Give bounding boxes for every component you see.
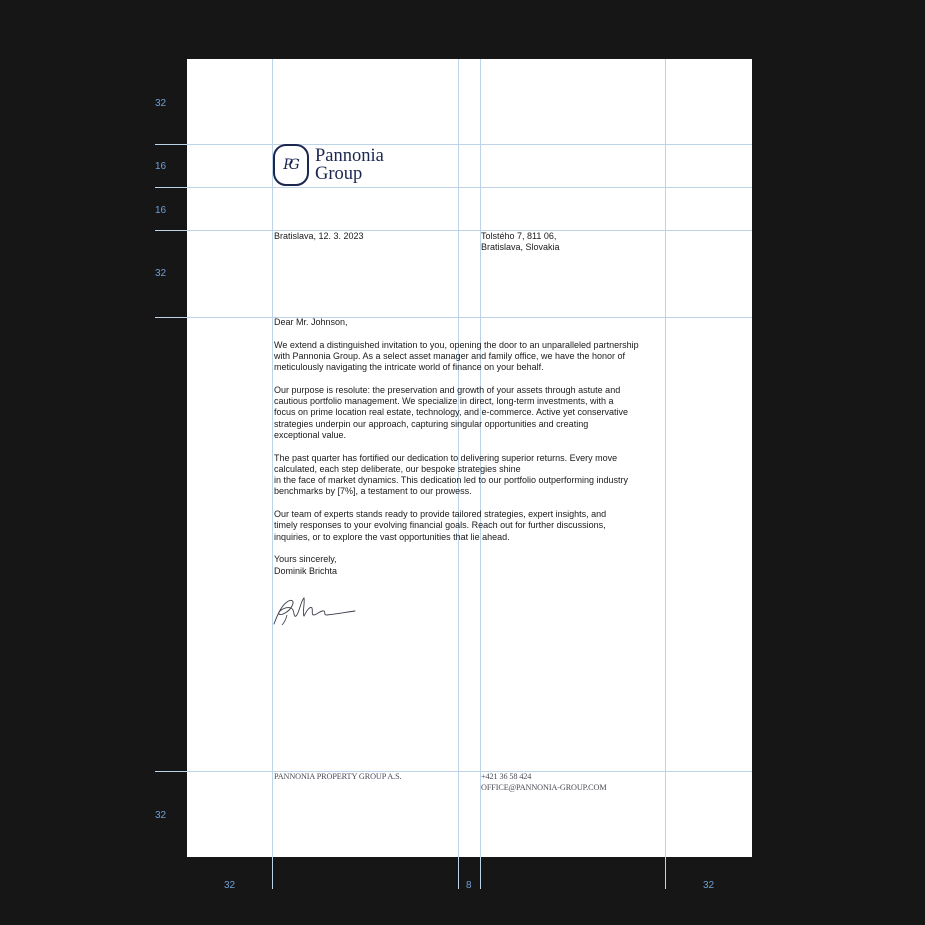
sender-address <box>481 231 560 254</box>
brand-name <box>315 147 384 183</box>
paragraph-line: We extend a distinguished invitation to you, opening the door to an unparalleled partnership <box>274 339 639 350</box>
dimension-label-header: 32 <box>155 268 167 279</box>
company-logo <box>273 144 384 186</box>
paragraph-line: Our purpose is resolute: the preservation and growth of your assets through astute and <box>274 384 621 395</box>
letter-body <box>274 317 674 577</box>
footer-company: PANNONIA PROPERTY GROUP A.S. <box>274 772 402 781</box>
paragraph-line: exceptional value. <box>274 429 347 440</box>
dimension-label-left: 32 <box>224 880 236 891</box>
paragraph-2 <box>274 385 674 441</box>
guide-logo-bottom <box>155 187 752 188</box>
dimension-label-bottom: 32 <box>155 810 167 821</box>
paragraph-line: strategies underpin our approach, capturing singular opportunities and creating <box>274 418 589 429</box>
dimension-label-gutter: 8 <box>466 880 472 891</box>
paragraph-line: meticulously navigating the intricate world of finance on your behalf. <box>274 362 544 373</box>
paragraph-line: Our team of experts stands ready to provide tailored strategies, expert insights, and <box>274 509 607 520</box>
place-date: Bratislava, 12. 3. 2023 <box>274 231 364 241</box>
paragraph-line: benchmarks by [7%], a testament to our prowess. <box>274 486 472 497</box>
address-line1: Tolstého 7, 811 06, <box>481 231 557 241</box>
paragraph-line: calculated, each step deliberate, our bespoke strategies shine <box>274 463 521 474</box>
paragraph-line: timely responses to your evolving financial goals. Reach out for further discussions, <box>274 520 606 531</box>
signatory-name: Dominik Brichta <box>274 565 338 576</box>
footer-email: OFFICE@PANNONIA-GROUP.COM <box>481 783 607 793</box>
address-line2: Bratislava, Slovakia <box>481 242 560 253</box>
dimension-label-below-logo: 16 <box>155 205 167 216</box>
guide-footer-top <box>155 771 752 772</box>
paragraph-3 <box>274 453 674 498</box>
paragraph-line: focus on prime location real estate, technology, and e-commerce. Active yet conservative <box>274 407 629 418</box>
dimension-label-top: 32 <box>155 98 167 109</box>
guide-logo-top <box>155 144 752 145</box>
dimension-label-logo: 16 <box>155 161 167 172</box>
footer-contact <box>481 771 607 794</box>
paragraph-line: The past quarter has fortified our dedication to delivering superior returns. Every move <box>274 452 618 463</box>
paragraph-line: inquiries, or to explore the vast opportunities that lie ahead. <box>274 531 510 542</box>
paragraph-1 <box>274 340 674 374</box>
salutation: Dear Mr. Johnson, <box>274 317 348 327</box>
closing: Yours sincerely, <box>274 554 337 565</box>
brand-name-line2: Group <box>315 164 363 184</box>
paragraph-line: in the face of market dynamics. This dedication led to our portfolio outperforming industry <box>274 475 629 486</box>
paragraph-4 <box>274 509 674 543</box>
brand-name-line1: Pannonia <box>315 146 384 166</box>
footer-phone: +421 36 58 424 <box>481 772 532 781</box>
monogram-icon: PG <box>273 144 309 186</box>
guide-header-top <box>155 230 752 231</box>
paragraph-line: with Pannonia Group. As a select asset manager and family office, we have the honor of <box>274 350 626 361</box>
paragraph-line: cautious portfolio management. We specialize in direct, long-term investments, with a <box>274 396 614 407</box>
signature-image <box>271 594 359 628</box>
dimension-label-right: 32 <box>703 880 715 891</box>
